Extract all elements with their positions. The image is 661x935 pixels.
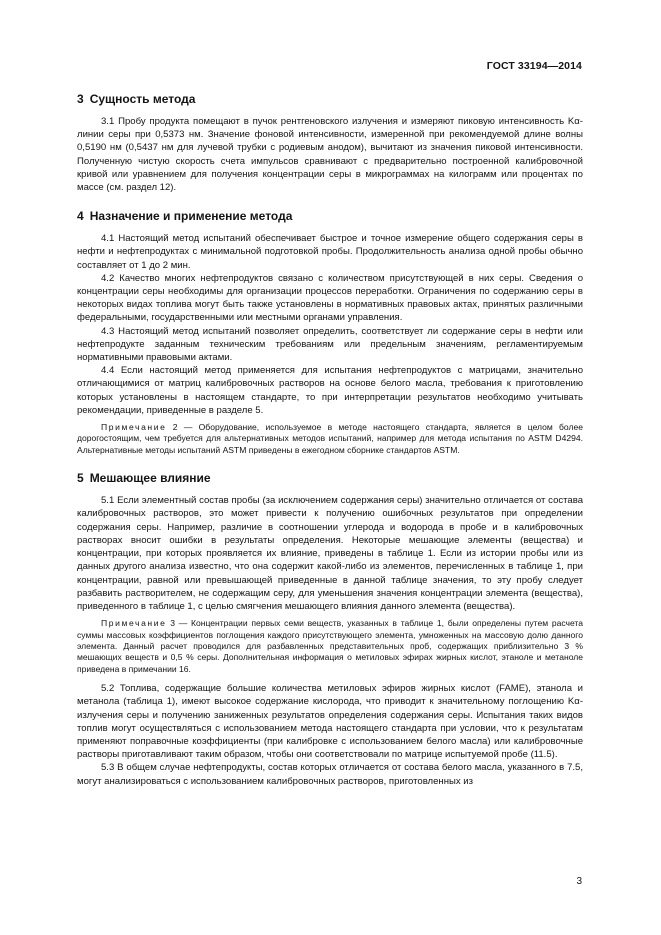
note-label: Примечание (101, 422, 167, 433)
section-5 (77, 471, 583, 787)
page-number: 3 (576, 876, 582, 887)
standard-id: ГОСТ 33194—2014 (486, 60, 582, 72)
paragraph-5-3: 5.3 В общем случае нефтепродукты, состав которых отличается от состава белого масла, указанного в 7.5, могут анализироваться с использованием калибровочных растворов, приготовленных из (77, 762, 583, 787)
note-text: 3 — Концентрации первых семи веществ, указанных в таблице 1, были определены путем расчета суммы массовых коэффициентов поглощения каждого присутствующего элемента, умноженных на массовую долю данного элемента. Данный расчет проводился для разбавленных представительных проб, содержащих приблизительно 3 % мешающих веществ и 0,5 % серы. Дополнительная информация о метиловых эфирах жирных кислот, этаноле и метаноле приведена в примечании 16. (77, 618, 584, 674)
paragraph-4-2: 4.2 Качество многих нефтепродуктов связано с количеством присутствующей в них серы. Сведения о концентрации серы необходимы для организации процессов переработки. Ограничения по содержанию серы в некоторых видах топлива могут быть также установлены в нормативных правовых актах, принятых различными федеральными, государственными или местными органами управления. (77, 272, 583, 324)
note-label: Примечание (101, 618, 167, 629)
note-3 (77, 618, 583, 675)
paragraph-4-1: 4.1 Настоящий метод испытаний обеспечивает быстрое и точное измерение общего содержания серы в нефти и нефтепродуктах с минимальной подготовкой пробы. Продолжительность анализа одной пробы обычно составляет от 1 до 2 мин. (77, 233, 583, 271)
section-number: 3 (77, 92, 84, 106)
paragraph-4-3: 4.3 Настоящий метод испытаний позволяет определить, соответствует ли содержание серы в нефти или нефтепродукте заданным техническим требованиям или предельным значениям, регламентируемым нормативными правовыми актами. (77, 325, 583, 364)
document-body (77, 92, 583, 803)
section-title: Назначение и применение метода (89, 209, 293, 224)
section-title: Мешающее влияние (89, 471, 211, 486)
section-number: 4 (77, 209, 84, 224)
paragraph-5-1: 5.1 Если элементный состав пробы (за исключением содержания серы) значительно отличается от состава калибровочных растворов, это может привести к получению ошибочных результатов при определении содержания серы. Например, различие в соотношении углерода и водорода в пробе и в калибровочных растворах вносит ошибки в результаты определения. Некоторые мешающие элементы (вещества) и концентрации, при которых проявляется их влияние, приведены в таблице 1. Если из истории пробы или из данных другого анализа известно, что она содержит какой-либо из элементов, перечисленных в таблице 1, при концентрации, равной или превышающей приведенные в данной таблице значения, то эту пробу следует разбавить растворителем, не содержащим серу, для уменьшения значения концентрации элемента (вещества), приведенного в таблице 1, с целью смягчения мешающего влияния данного элемента (вещества). (77, 495, 583, 612)
section-number: 5 (77, 471, 84, 486)
section-3 (77, 92, 583, 194)
section-heading (77, 92, 583, 107)
paragraph-4-4: 4.4 Если настоящий метод применяется для испытания нефтепродуктов с матрицами, значительно отличающимися от матриц калибровочных растворов на основе белого масла, требования к приготовлению которых установлены в настоящем стандарте, то при интерпретации результатов необходимо учитывать рекомендации, приведенные в разделе 5. (77, 365, 583, 416)
note-text: 2 — Оборудование, используемое в методе настоящего стандарта, является в целом более дорогостоящим, чем требуется для альтернативных методов испытаний, например для метода испытания по ASTM D4294. Альтернативные методы испытаний ASTM приведены в ежегодном сборнике стандартов ASTM. (77, 422, 583, 455)
section-4 (77, 209, 583, 456)
section-heading (77, 471, 583, 486)
note-2 (77, 422, 583, 456)
paragraph-5-2: 5.2 Топлива, содержащие большие количества метиловых эфиров жирных кислот (FAME), этанола и метанола (таблица 1), имеют высокое содержание кислорода, что приводит к значительному поглощению Kα-излучения серы и получению заниженных результатов определения содержания серы. Испытания таких видов топлив могут осуществляться с использованием метода настоящего стандарта при условии, что к результатам применяют поправочные коэффициенты (при калибровке с использованием белого масла) или калибровочные растворы приготавливают таким образом, чтобы они соответствовали по матрице испытуемой пробе (11.5). (77, 683, 583, 761)
section-title: Сущность метода (89, 92, 196, 106)
paragraph-3-1: 3.1 Пробу продукта помещают в пучок рентгеновского излучения и измеряют пиковую интенсивность Kα-линии серы при 0,5373 нм. Значение фоновой интенсивности, измеренной при рекомендуемой длине волны 0,5190 нм (0,5437 нм для лучевой трубки с родиевым анодом), вычитают из значения пиковой интенсивности. Полученную чистую скорость счета импульсов сравнивают с предварительно построенной калибровочной кривой или уравнением для получения концентрации серы в микрограммах на килограмм или процентах по массе (см. раздел 12). (77, 116, 583, 194)
section-heading (77, 209, 583, 224)
